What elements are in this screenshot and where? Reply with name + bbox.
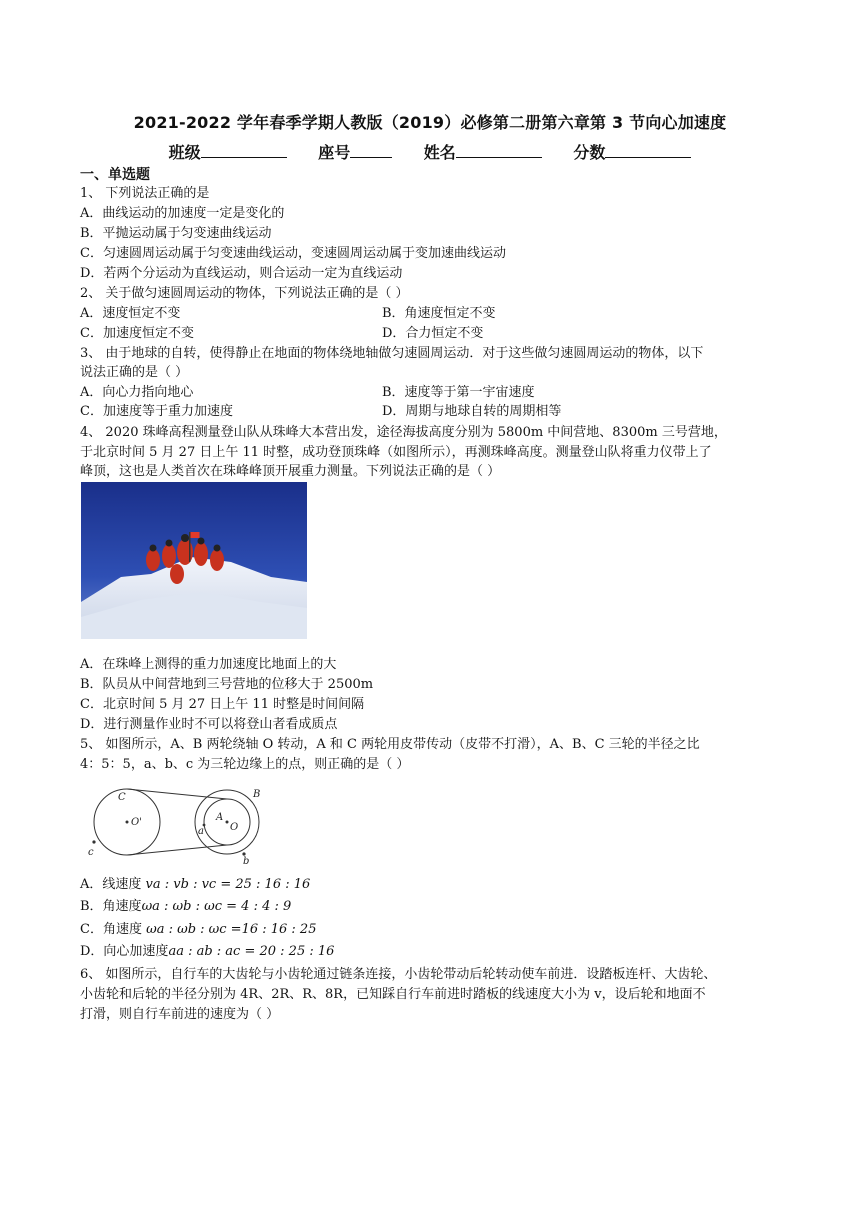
q5-d-formula: aa : ab : ac = 20 : 25 : 16	[168, 944, 335, 959]
q5-b-prefix: B．角速度	[80, 899, 142, 914]
label-b-wheel: B	[253, 789, 261, 800]
q1-stem: 1、 下列说法正确的是	[80, 186, 210, 201]
q5-stem-line1: 5、 如图所示，A、B 两轮绕轴 O 转动，A 和 C 两轮用皮带传动（皮带不打滑），A、B、C 三轮的半径之比	[80, 737, 700, 752]
q3-stem-line2: 说法正确的是（ ）	[80, 365, 189, 380]
q2-option-a[interactable]: A．速度恒定不变	[80, 306, 181, 321]
q6-stem-line3: 打滑，则自行车前进的速度为（ ）	[80, 1007, 280, 1022]
student-info-row	[0, 140, 860, 163]
q2-option-c[interactable]: C．加速度恒定不变	[80, 326, 194, 341]
wheel-belt-diagram	[82, 782, 267, 865]
score-field[interactable]	[573, 140, 691, 163]
name-field[interactable]	[424, 140, 542, 163]
q5-option-c[interactable]	[80, 921, 316, 939]
q5-b-formula: ωa : ωb : ωc = 4 : 4 : 9	[141, 899, 292, 914]
q4-stem-line2: 于北京时间 5 月 27 日上午 11 时整，成功登顶珠峰（如图所示），再测珠峰高度。测量登山队将重力仪带上了	[80, 445, 712, 460]
everest-summit-photo	[81, 482, 307, 639]
seat-blank[interactable]	[350, 142, 392, 158]
q4-option-d[interactable]: D．进行测量作业时不可以将登山者看成质点	[80, 717, 338, 732]
class-blank[interactable]	[201, 142, 287, 158]
q5-stem-line2: 4：5：5，a、b、c 为三轮边缘上的点，则正确的是（ ）	[80, 757, 410, 772]
q4-stem-line1: 4、 2020 珠峰高程测量登山队从珠峰大本营出发，途径海拔高度分别为 5800m 中间营地、8300m 三号营地，	[80, 425, 727, 440]
q3-option-d[interactable]: D．周期与地球自转的周期相等	[382, 404, 562, 419]
class-field[interactable]	[169, 140, 287, 163]
label-c-wheel: C	[118, 792, 126, 803]
seat-label: 座号	[318, 143, 351, 162]
document-title: 2021-2022 学年春季学期人教版（2019）必修第二册第六章第 3 节向心加速度	[133, 113, 727, 132]
q2-option-b[interactable]: B．角速度恒定不变	[382, 306, 496, 321]
q5-c-prefix: C．角速度	[80, 922, 142, 937]
label-point-c: c	[88, 847, 94, 858]
q2-option-d[interactable]: D．合力恒定不变	[382, 326, 484, 341]
q3-stem-line1: 3、 由于地球的自转，使得静止在地面的物体绕地轴做匀速圆周运动．对于这些做匀速圆周运动的物体，以下	[80, 346, 704, 361]
q5-a-formula: va : vb : vc = 25 : 16 : 16	[145, 877, 311, 892]
q6-stem-line2: 小齿轮和后轮的半径分别为 4R、2R、R、8R，已知踩自行车前进时踏板的线速度大小为 v，设后轮和地面不	[80, 987, 706, 1002]
q5-a-prefix: A．线速度	[80, 877, 142, 892]
q2-stem: 2、 关于做匀速圆周运动的物体，下列说法正确的是（ ）	[80, 286, 409, 301]
class-label: 班级	[168, 143, 201, 162]
name-blank[interactable]	[456, 142, 542, 158]
q5-c-formula: ωa : ωb : ωc =16 : 16 : 25	[146, 922, 317, 937]
q1-option-a[interactable]: A．曲线运动的加速度一定是变化的	[80, 206, 285, 221]
q5-d-prefix: D．向心加速度	[80, 944, 169, 959]
q3-option-b[interactable]: B．速度等于第一宇宙速度	[382, 385, 535, 400]
q5-option-d[interactable]	[80, 943, 334, 961]
label-point-b: b	[243, 856, 250, 865]
section-heading: 一、单选题	[80, 167, 150, 183]
score-blank[interactable]	[605, 142, 691, 158]
q4-option-b[interactable]: B．队员从中间营地到三号营地的位移大于 2500m	[80, 677, 374, 692]
q4-option-c[interactable]: C．北京时间 5 月 27 日上午 11 时整是时间间隔	[80, 697, 365, 712]
label-a-wheel: A	[216, 812, 224, 823]
q6-stem-line1: 6、 如图所示，自行车的大齿轮与小齿轮通过链条连接，小齿轮带动后轮转动使车前进．设踏板连杆、大齿轮、	[80, 967, 717, 982]
q1-option-c[interactable]: C．匀速圆周运动属于匀变速曲线运动，变速圆周运动属于变加速曲线运动	[80, 246, 506, 261]
label-point-a: a	[198, 826, 204, 837]
q4-stem-line3: 峰顶，这也是人类首次在珠峰峰顶开展重力测量。下列说法正确的是（ ）	[80, 464, 501, 479]
score-label: 分数	[573, 143, 606, 162]
name-label: 姓名	[423, 143, 456, 162]
label-o-prime: O'	[131, 817, 142, 828]
label-o: O	[230, 822, 239, 833]
q5-option-b[interactable]	[80, 898, 291, 916]
q5-option-a[interactable]	[80, 876, 310, 894]
q1-option-d[interactable]: D．若两个分运动为直线运动，则合运动一定为直线运动	[80, 266, 403, 281]
q4-option-a[interactable]: A．在珠峰上测得的重力加速度比地面上的大	[80, 657, 337, 672]
q3-option-c[interactable]: C．加速度等于重力加速度	[80, 404, 233, 419]
seat-field[interactable]	[318, 140, 392, 163]
q1-option-b[interactable]: B．平抛运动属于匀变速曲线运动	[80, 226, 272, 241]
q3-option-a[interactable]: A．向心力指向地心	[80, 385, 194, 400]
